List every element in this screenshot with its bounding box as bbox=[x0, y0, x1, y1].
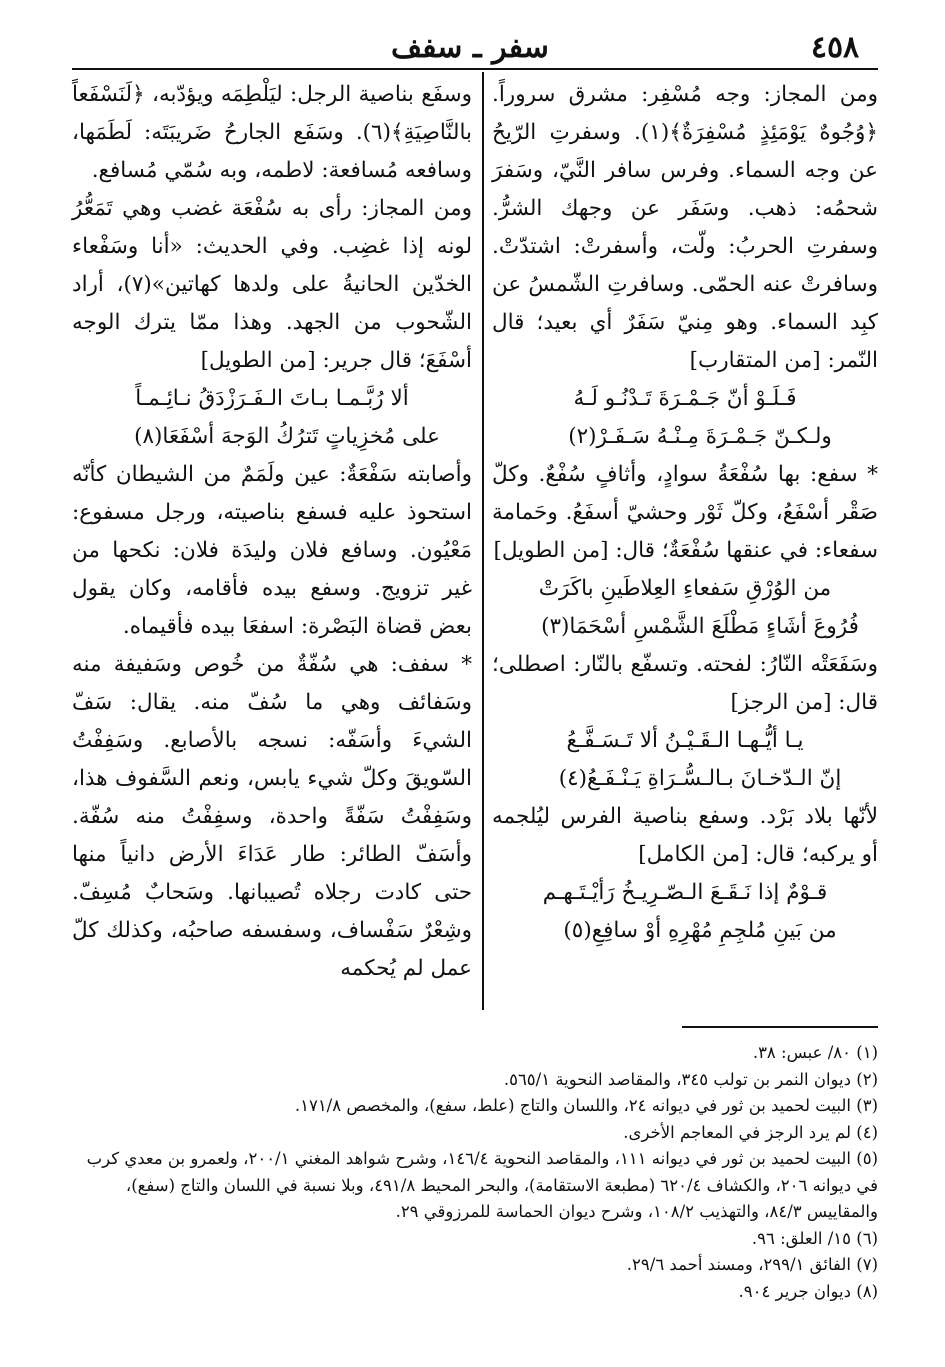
page-number: ٤٥٨ bbox=[810, 30, 860, 65]
verse-line: فُرُوعَ أشَاءٍ مَطْلَعَ الشَّمْسِ أسْحَمَا(٣) bbox=[541, 614, 859, 639]
verse-line: من الوُرْقِ سَفعاءِ العِلاطَينِ باكَرَتْ bbox=[538, 576, 832, 601]
footnote: (٤) لم يرد الرجز في المعاجم الأخرى. bbox=[623, 1122, 878, 1142]
footnote-rule bbox=[682, 1026, 878, 1028]
header-rule bbox=[72, 68, 878, 70]
paragraph: ومن المجاز: رأى به سُفْعَة غضب وهي تَمَعُّرُ لونه إذا غضِب. وفي الحديث: «أنا وسَفْعاء الخدّين الحانيةُ على ولدها كهاتين»(٧)، أراد الشّحوب من الجهد. وهذا ممّا يترك الوجه أسْفَعَ؛ قال جرير: [من الطويل] bbox=[72, 196, 472, 373]
paragraph: وأصابته سَفْعَةٌ: عين ولَمَمٌ من الشيطان كأنّه استحوذ عليه فسفع بناصيته، ورجل مسفوع: مَعْيُون. وسافع فلان وليدَة فلان: نكحها من غير تزويج. وسفع بيده فأقامه، وكان يقول بعض قضاة البَصْرة: اسفعَا بيده فأقيماه. bbox=[72, 462, 472, 639]
verse-line: إنّ الـدّخـانَ بـالـسُّـرَاةِ يَـنْـفَـعُ(٤) bbox=[558, 766, 842, 791]
page-title: سفر ـ سفف bbox=[391, 30, 549, 65]
right-column bbox=[492, 76, 878, 950]
footnote: (٦) ١٥/ العلق: ٩٦. bbox=[751, 1228, 878, 1248]
verse-line: من بَينِ مُلجِمِ مُهْرِهِ أوْ سافِعِ(٥) bbox=[563, 918, 837, 943]
paragraph: لأنّها بلاد بَرْد. وسفع بناصية الفرس ليُلجمه أو يركبه؛ قال: [من الكامل] bbox=[492, 804, 878, 867]
verse-line: فَـلَـوْ أنّ جَـمْـرَةَ تَـدْنُـو لَـهُ bbox=[573, 386, 797, 411]
paragraph: * سفع: بها سُفْعَةُ سوادٍ، وأثافٍ سُفْعٌ. وكلّ صَقْر أسْفَعُ، وكلّ ثَوْر وحشيّ أسفَعُ. وحَمامة سفعاء: في عنقها سُفْعَةٌ؛ قال: [من الطويل] bbox=[492, 462, 878, 563]
footnote: (٨) ديوان جرير ٩٠٤. bbox=[738, 1281, 878, 1301]
verse-line: ألا رُبَّـمـا بـاتَ الـفَـرَزْدَقُ نـائِـمـاً bbox=[135, 386, 409, 411]
footnote: (٢) ديوان النمر بن تولب ٣٤٥، والمقاصد النحوية ٥٦٥/١. bbox=[503, 1069, 878, 1089]
footnote: (٥) البيت لحميد بن ثور في ديوانه ١١١، والمقاصد النحوية ١٤٦/٤، وشرح شواهد المغني ٢٠٠/١، ولعمرو بن معدي كرب في ديوانه ٢٠٦، والكشاف ٦٢٠/٤ (مطبعة الاستقامة)، والبحر المحيط ٤٩١/٨، وبلا نسبة في اللسان والتاج (سفع)، والمقاييس ٨٤/٣، والتهذيب ١٠٨/٢، وشرح ديوان الحماسة للمرزوقي ٢٩. bbox=[86, 1149, 878, 1221]
footnote: (٣) البيت لحميد بن ثور في ديوانه ٢٤، واللسان والتاج (علط، سفع)، والمخصص ١٧١/٨. bbox=[294, 1096, 878, 1115]
verse-line: قـوْمٌ إذا نَـقَـعَ الـصّـرِيـخُ رَأيْـتَـهـم bbox=[542, 880, 828, 905]
verse-line: على مُخزِياتٍ تَترُكُ الوَجهَ أسْفَعَا(٨) bbox=[134, 424, 440, 449]
paragraph: ومن المجاز: وجه مُسْفِر: مشرق سروراً. ﴿وُجُوهٌ يَوْمَئِذٍ مُسْفِرَةٌ﴾(١). وسفرتِ الرّيحُ عن وجه السماء. وفرس سافر النَّيّ، وسَفرَ شحمُه: ذهب. وسَفَر عن وجهك الشرُّ. وسفرتِ الحربُ: ولّت، وأسفرتْ: اشتدّتْ. وسافرتْ عنه الحمّى. وسافرتِ الشّمسُ عن كبِد السماء. وهو مِنيّ سَفَرٌ أي بعيد؛ قال النّمر: [من المتقارب] bbox=[492, 82, 878, 373]
column-divider bbox=[482, 72, 484, 1010]
paragraph: * سفف: هي سُفّةٌ من خُوص وسَفيفة منه وسَفائف وهي ما سُفّ منه. يقال: سَفّ الشيءَ وأسَفّه: نسجه بالأصابع. وسَفِفْتُ السّويقَ وكلّ شيء يابس، ونعم السَّفوف هذا، وسَفِفْتُ سَفّةً واحدة، وسفِفْتُ منه سُفّة. وأسَفّ الطائر: طار عَدَاءَ الأرض دانياً منها حتى كادت رجلاه تُصيبانها. وسَحابٌ مُسِفّ. وشِعْرٌ سَفْساف، وسفسفه صاحبُه، وكذلك كلّ عمل لم يُحكمه bbox=[72, 652, 472, 981]
left-column bbox=[72, 76, 472, 988]
footnote: (١) ٨٠/ عبس: ٣٨. bbox=[752, 1043, 878, 1062]
verse-line: يـا أيُّـهـا الـقَـيْـنُ ألا تَـسَـفَّـعُ bbox=[566, 728, 804, 753]
verse-line: ولـكـنّ جَـمْـرَةَ مِـنْـهُ سَـفَـرْ(٢) bbox=[568, 424, 832, 449]
paragraph: وسَفَعَتْه النّارُ: لفحته. وتسفّع بالنّار: اصطلى؛ قال: [من الرجز] bbox=[492, 652, 878, 715]
footnotes bbox=[72, 1040, 878, 1305]
footnote: (٧) الفائق ٢٩٩/١، ومسند أحمد ٢٩/٦. bbox=[626, 1255, 878, 1274]
paragraph: وسفَع بناصية الرجل: ليَلْطِمَه ويؤدّبه، ﴿لَنَسْفَعاً بالنَّاصِيَةِ﴾(٦). وسَفَع الجارحُ ضَريبَتَه: لَطَمَها، وسافعه مُسافعة: لاطمه، وبه سُمّي مُسافع. bbox=[72, 82, 472, 183]
